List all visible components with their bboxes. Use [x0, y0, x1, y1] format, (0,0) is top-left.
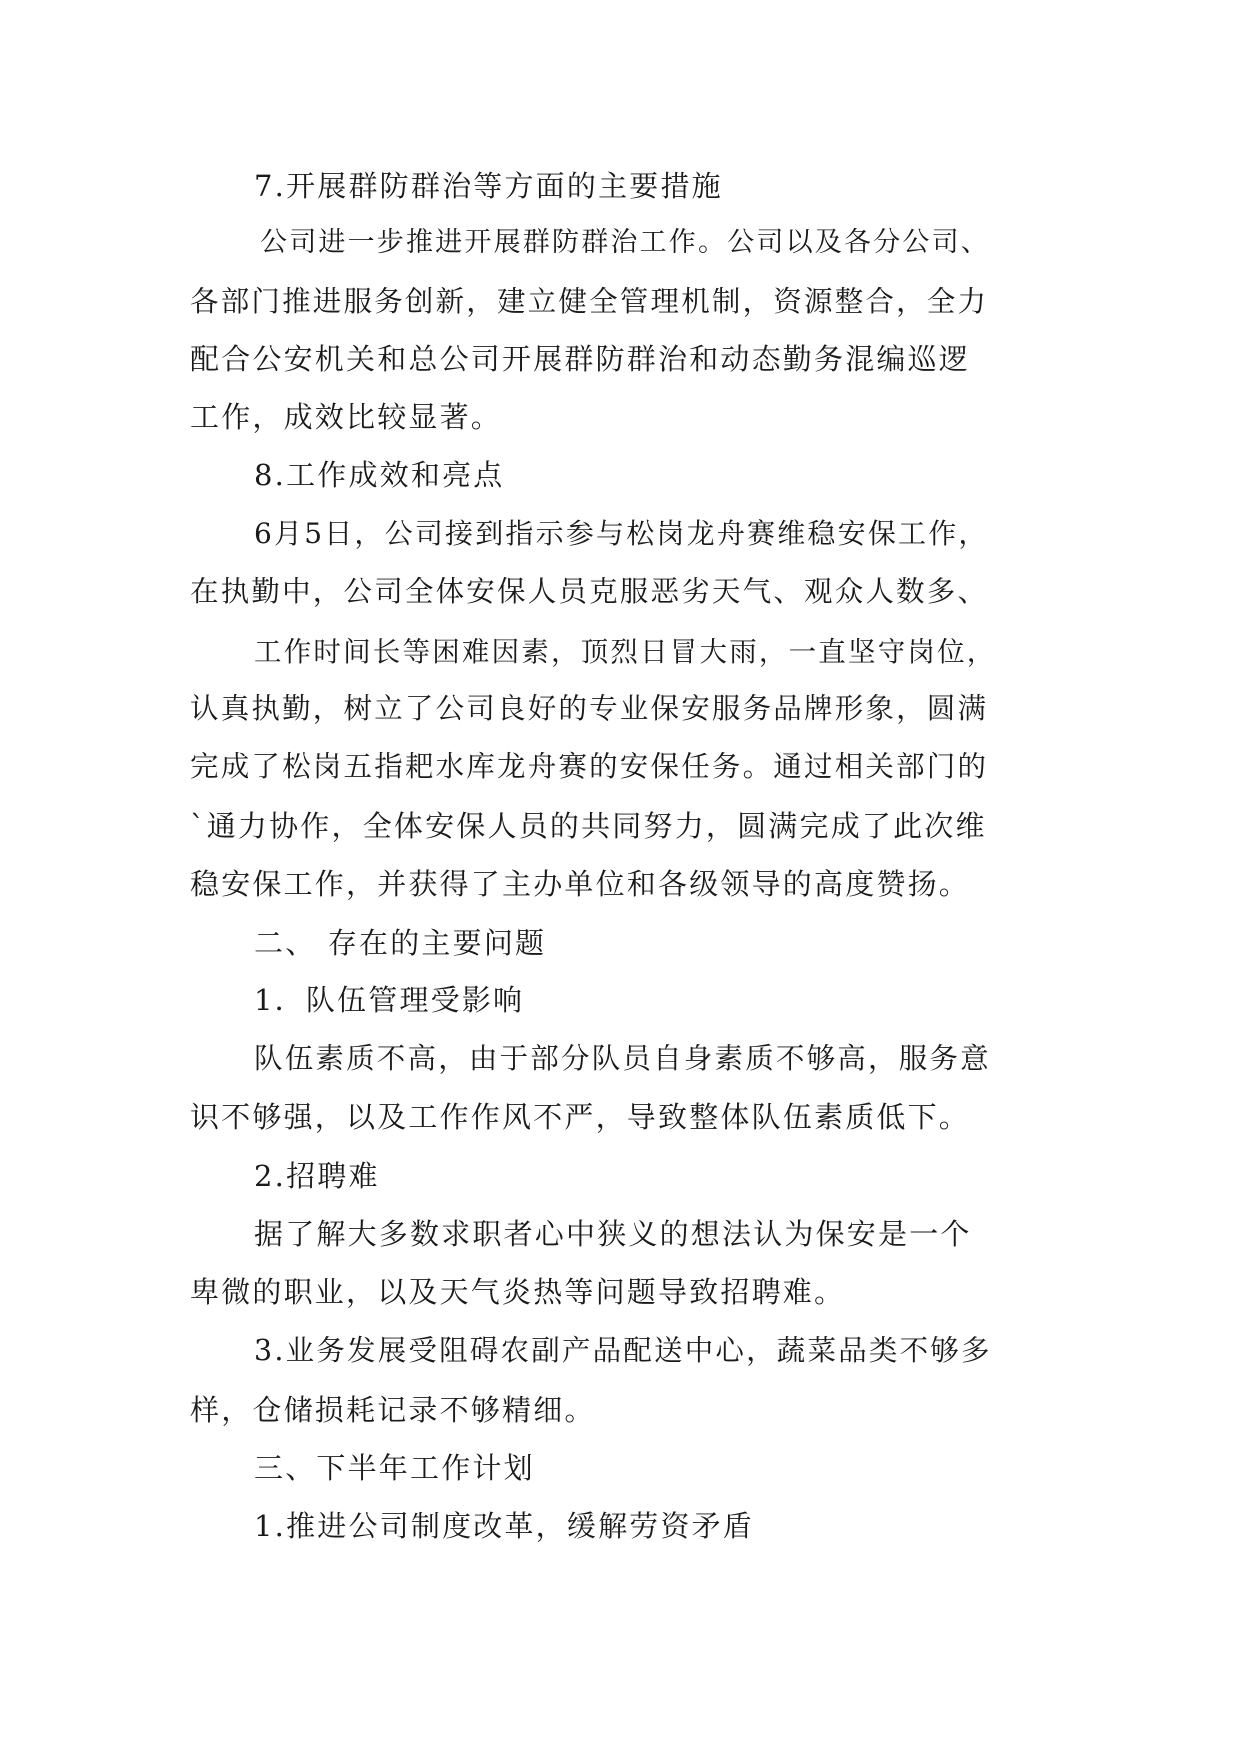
paragraph-line: 识不够强，以及工作作风不严，导致整体队伍素质低下。: [190, 1100, 971, 1134]
paragraph-line: 认真执勤，树立了公司良好的专业保安服务品牌形象，圆满: [190, 692, 989, 725]
paragraph-line: 配合公安机关和总公司开展群防群治和动态勤务混编巡逻: [190, 342, 971, 376]
paragraph-line: 各部门推进服务创新，建立健全管理机制，资源整合，全力: [190, 285, 989, 318]
paragraph-line: `通力协作，全体安保人员的共同努力，圆满完成了此次维: [190, 809, 987, 843]
paragraph-line: 队伍素质不高，由于部分队员自身素质不够高，服务意: [254, 1042, 991, 1075]
sub-heading-1-plan: 1.推进公司制度改革，缓解劳资矛盾: [254, 1509, 755, 1543]
sub-heading-2: 2.招聘难: [254, 1159, 380, 1193]
paragraph-line: 6月5日，公司接到指示参与松岗龙舟赛维稳安保工作，: [254, 517, 989, 550]
paragraph-line: 工作时间长等困难因素，顶烈日冒大雨，一直坚守岗位，: [254, 636, 997, 668]
paragraph-line: 工作，成效比较显著。: [190, 400, 503, 434]
chapter-heading-3: 三、下半年工作计划: [254, 1451, 535, 1485]
sub-heading-1: 1．队伍管理受影响: [254, 983, 525, 1017]
paragraph-line: 公司进一步推进开展群防群治工作。公司以及各分公司、: [260, 227, 990, 258]
paragraph-line: 样，仓储损耗记录不够精细。: [190, 1393, 596, 1427]
section-heading-7: 7.开展群防群治等方面的主要措施: [254, 169, 723, 203]
paragraph-line: 据了解大多数求职者心中狭义的想法认为保安是一个: [254, 1217, 972, 1251]
paragraph-line: 卑微的职业，以及天气炎热等问题导致招聘难。: [190, 1275, 846, 1309]
section-heading-8: 8.工作成效和亮点: [254, 458, 505, 492]
sub-heading-3: 3.业务发展受阻碍农副产品配送中心，蔬菜品类不够多: [254, 1334, 992, 1367]
chapter-heading-2: 二、 存在的主要问题: [254, 926, 547, 960]
paragraph-line: 完成了松岗五指耙水库龙舟赛的安保任务。通过相关部门的: [190, 750, 989, 783]
paragraph-line: 在执勤中，公司全体安保人员克服恶劣天气、观众人数多、: [190, 575, 989, 608]
paragraph-line: 稳安保工作，并获得了主办单位和各级领导的高度赞扬。: [190, 867, 971, 901]
